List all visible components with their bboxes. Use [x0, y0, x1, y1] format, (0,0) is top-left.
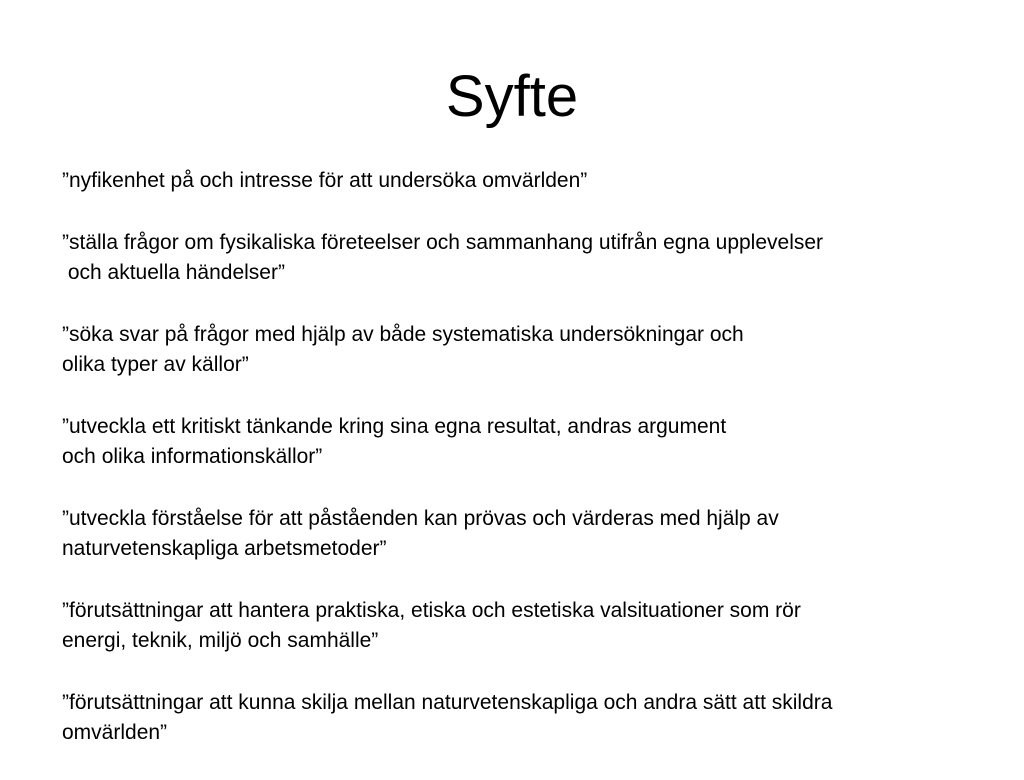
quote-line: ”söka svar på frågor med hjälp av både systematiska undersökningar och: [62, 323, 744, 346]
slide-title: Syfte: [445, 64, 579, 129]
quote-line: ”utveckla förståelse för att påståenden kan prövas och värderas med hjälp av: [62, 507, 779, 530]
quote-paragraph-6: [62, 596, 1017, 656]
quote-line: omvärlden”: [62, 721, 168, 744]
quote-paragraph-3: [62, 320, 1017, 380]
quote-line: ”utveckla ett kritiskt tänkande kring sina egna resultat, andras argument: [62, 415, 727, 438]
quote-paragraph-5: [62, 504, 1017, 564]
quote-line: ”förutsättningar att hantera praktiska, etiska och estetiska valsituationer som rör: [62, 599, 801, 622]
quote-line: naturvetenskapliga arbetsmetoder”: [62, 537, 387, 560]
quote-line: och olika informationskällor”: [62, 445, 323, 468]
quote-line: och aktuella händelser”: [62, 261, 285, 284]
quote-line: ”ställa frågor om fysikaliska företeelser och sammanhang utifrån egna upplevelser: [62, 231, 824, 254]
quote-paragraph-4: [62, 412, 1017, 472]
quote-paragraph-2: [62, 228, 1017, 288]
quote-line: energi, teknik, miljö och samhälle”: [62, 629, 379, 652]
slide-body: [62, 166, 1017, 780]
quote-line: ”nyfikenhet på och intresse för att undersöka omvärlden”: [62, 169, 588, 192]
quote-paragraph-7: [62, 688, 1017, 748]
quote-paragraph-1: [62, 166, 1017, 196]
quote-line: ”förutsättningar att kunna skilja mellan naturvetenskapliga och andra sätt att skildra: [62, 691, 833, 714]
quote-line: olika typer av källor”: [62, 353, 249, 376]
